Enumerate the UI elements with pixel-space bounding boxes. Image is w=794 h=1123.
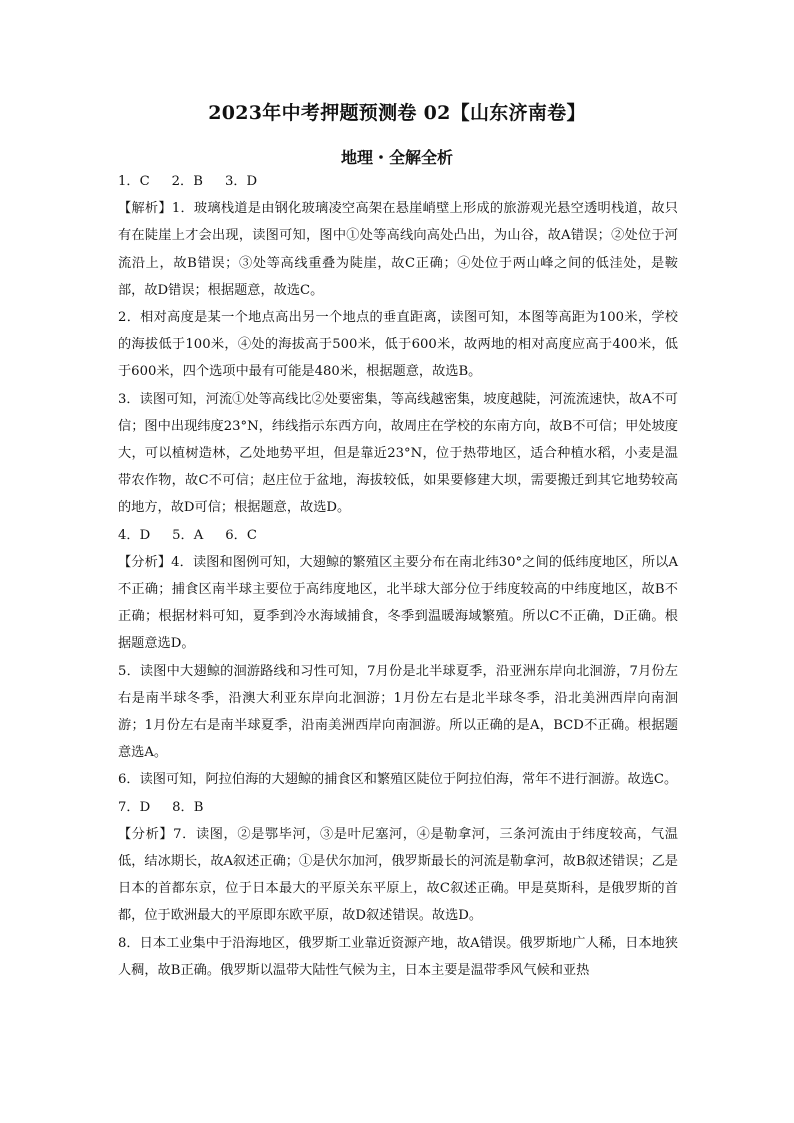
answer-2: 2．B: [171, 174, 203, 189]
answer-3: 3．D: [224, 174, 258, 189]
answer-line-7-8: [118, 794, 678, 821]
paragraph-q2: 2．相对高度是某一个地点高出另一个地点的垂直距离，读图可知，本图等高距为100米，学校的海拔低于100米，④处的海拔高于500米，低于600米，故两地的相对高度应高于400米，低于600米，四个选项中最有可能是480米，根据题意，故选B。: [118, 310, 678, 380]
answer-5: 5．A: [172, 527, 204, 543]
paragraph-q1: 【解析】1．玻璃栈道是由钢化玻璃凌空高架在悬崖峭壁上形成的旅游观光悬空透明栈道，故只有在陡崖上才会出现，读图可知，图中①处等高线向高处凸出，为山谷，故A错误；②处位于河流沿上，故B错误；③处等高线重叠为陡崖，故C正确；④处位于两山峰之间的低洼处，是鞍部，故D错误；根据题意，故选C。: [118, 201, 678, 298]
answer-7: 7．D: [118, 799, 151, 815]
paragraph-q8: 8．日本工业集中于沿海地区，俄罗斯工业靠近资源产地，故A错误。俄罗斯地广人稀，日本地狭人稠，故B正确。俄罗斯以温带大陆性气候为主，日本主要是温带季风气候和亚热: [118, 935, 678, 978]
answer-4: 4．D: [118, 527, 151, 543]
document-subtitle: 地理・全解全析: [340, 148, 453, 167]
document-body: [118, 168, 678, 984]
answer-6: 6．C: [225, 527, 257, 543]
answer-line-4-6: [118, 522, 678, 549]
paragraph-q3: 3．读图可知，河流①处等高线比②处要密集，等高线越密集，坡度越陡，河流流速快，故A不可信；图中出现纬度23°N，纬线指示东西方向，故周庄在学校的东南方向，故B不可信；甲处坡度大，可以植树造林，乙处地势平坦，但是靠近23°N，位于热带地区，适合种植水稻，小麦是温带农作物，故C不可信；赵庄位于盆地，海拔较低，如果要修建大坝，需要搬迁到其它地势较高的地方，故D可信；根据题意，故选D。: [118, 391, 678, 516]
paragraph-q6: 6．读图可知，阿拉伯海的大翅鲸的捕食区和繁殖区陡位于阿拉伯海，常年不进行洄游。故选C。: [118, 772, 678, 788]
answer-line-1-3: [118, 168, 678, 195]
answer-1: 1．C: [118, 174, 150, 189]
paragraph-q5: 5．读图中大翅鲸的洄游路线和习性可知，7月份是北半球夏季，沿亚洲东岸向北洄游，7月份左右是南半球冬季，沿澳大利亚东岸向北洄游；1月份左右是北半球冬季，沿北美洲西岸向南洄游；1月份左右是南半球夏季，沿南美洲西岸向南洄游。所以正确的是A，BCD不正确。根据题意选A。: [118, 663, 678, 761]
answer-8: 8．B: [172, 799, 204, 815]
document-title: 2023年中考押题预测卷 02【山东济南卷】: [208, 102, 586, 124]
paragraph-q4: 【分析】4．读图和图例可知，大翅鲸的繁殖区主要分布在南北纬30°之间的低纬度地区，所以A不正确；捕食区南半球主要位于高纬度地区，北半球大部分位于纬度较高的中纬度地区，故B不正确；根据材料可知，夏季到冷水海域捕食，冬季到温暖海域繁殖。所以C不正确，D正确。根据题意选D。: [118, 554, 678, 652]
paragraph-q7: 【分析】7．读图，②是鄂毕河，③是叶尼塞河，④是勒拿河，三条河流由于纬度较高，气温低，结冰期长，故A叙述正确；①是伏尔加河，俄罗斯最长的河流是勒拿河，故B叙述错误；乙是日本的首都东京，位于日本最大的平原关东平原上，故C叙述正确。甲是莫斯科，是俄罗斯的首都，位于欧洲最大的平原即东欧平原，故D叙述错误。故选D。: [118, 826, 678, 924]
